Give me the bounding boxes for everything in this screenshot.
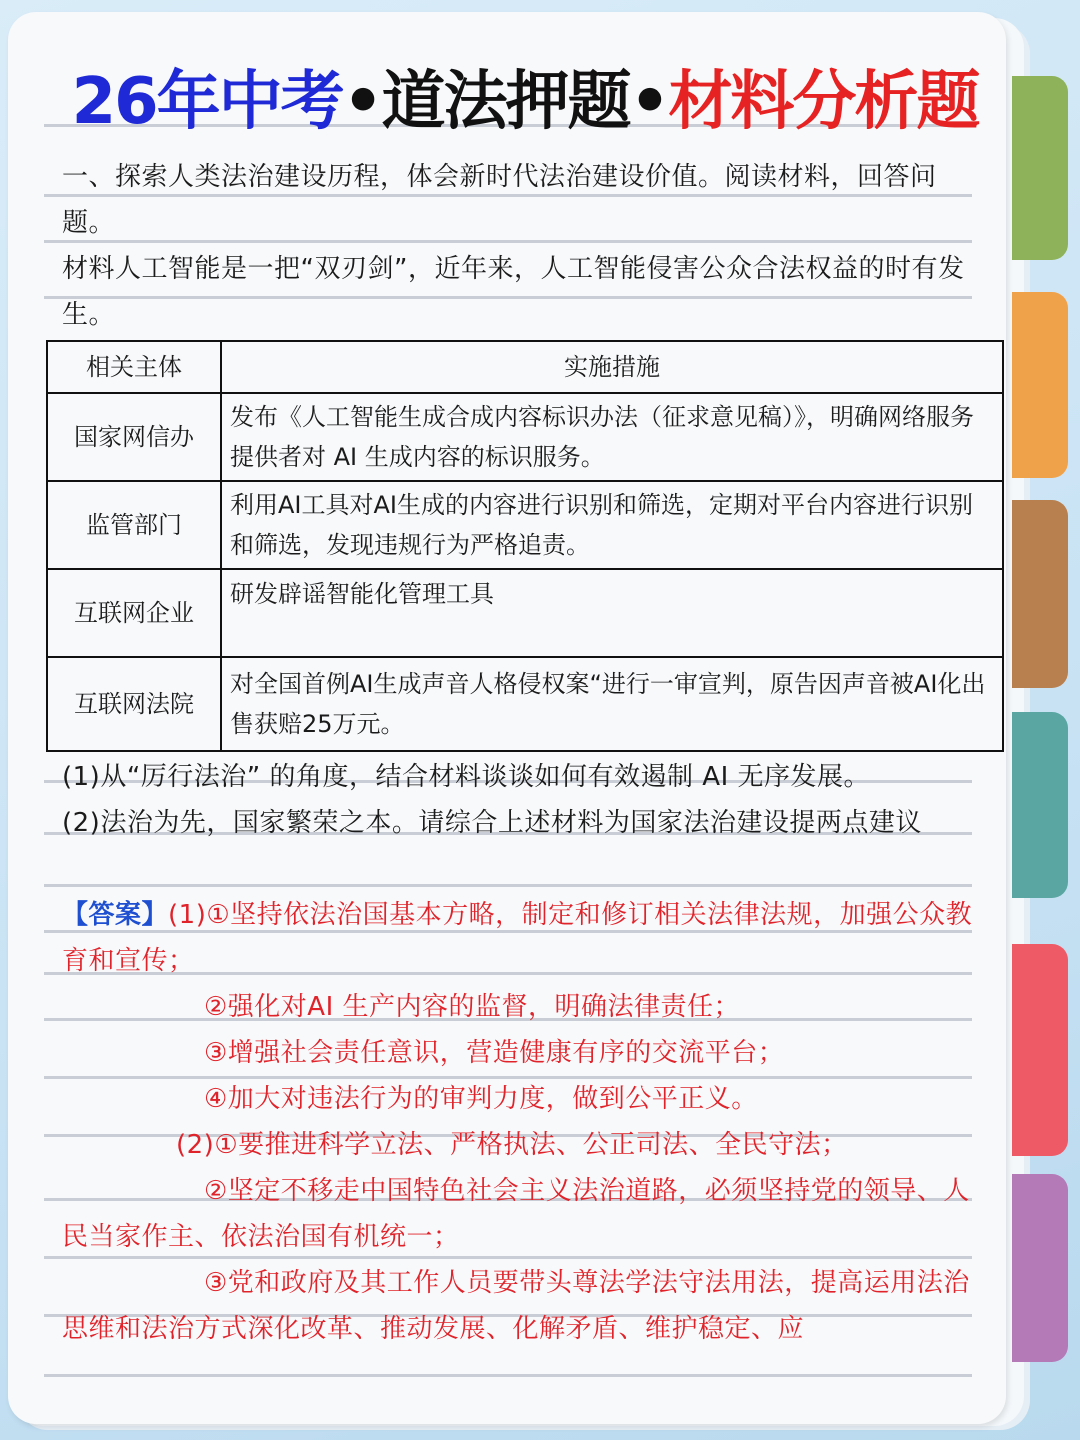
index-tab-purple [1012,1174,1068,1362]
answer-2-point-2: ②坚定不移走中国特色社会主义法治道路，必须坚持党的领导、人民当家作主、依法治国有机统一； [62,1176,970,1252]
index-tab-brown [1012,500,1068,688]
question-part-2: (2)法治为先，国家繁荣之本。请综合上述材料为国家法治建设提两点建议 [62,808,922,838]
material-table [46,340,1004,752]
answer-1-point-2: ②强化对AI 生产内容的监督，明确法律责任； [204,992,741,1022]
table-cell-subject: 国家网信办 [47,393,221,481]
table-cell-measure: 发布《人工智能生成合成内容标识办法（征求意见稿）》，明确网络服务提供者对 AI 生成内容的标识服务。 [221,393,1003,481]
table-header-measures: 实施措施 [221,341,1003,393]
table-header-row [47,341,1003,393]
index-tab-red [1012,944,1068,1156]
table-row [47,569,1003,657]
index-tab-orange [1012,292,1068,478]
question-material: 材料人工智能是一把“双刃剑”，近年来，人工智能侵害公众合法权益的时有发生。 [62,254,965,330]
table-row [47,393,1003,481]
question-intro: 一、探索人类法治建设历程，体会新时代法治建设价值。阅读材料，回答问题。 [62,162,937,238]
table-row [47,657,1003,751]
title-part-exam: 26年中考 [71,65,343,139]
table-row [47,481,1003,569]
table-cell-measure: 利用AI工具对AI生成的内容进行识别和筛选，定期对平台内容进行识别和筛选，发现违规行为严格追责。 [221,481,1003,569]
answer-1-point-1 [62,892,982,984]
answer-2-point-3: ③党和政府及其工作人员要带头尊法学法守法用法，提高运用法治思维和法治方式深化改革、推动发展、化解矛盾、维护稳定、应 [62,1268,970,1344]
page-title [0,62,1050,142]
question-part-1: (1)从“厉行法治” 的角度，结合材料谈谈如何有效遏制 AI 无序发展。 [62,762,871,792]
answer-1-point-1-text: (1)①坚持依法治国基本方略，制定和修订相关法律法规，加强公众教育和宣传； [62,900,973,976]
title-part-subject: •道法押题• [342,65,669,139]
table-cell-measure: 研发辟谣智能化管理工具 [221,569,1003,657]
answer-label: 【答案】 [62,900,169,930]
table-cell-subject: 互联网法院 [47,657,221,751]
title-part-type: 材料分析题 [668,65,979,139]
table-header-subject: 相关主体 [47,341,221,393]
answer-2-point-1: (2)①要推进科学立法、严格执法、公正司法、全民守法； [176,1130,848,1160]
answer-1-point-3: ③增强社会责任意识，营造健康有序的交流平台； [204,1038,785,1068]
answer-1-point-4: ④加大对违法行为的审判力度，做到公平正义。 [204,1084,758,1114]
index-tab-teal [1012,712,1068,898]
table-cell-measure: 对全国首例AI生成声音人格侵权案“进行一审宣判，原告因声音被AI化出售获赔25万元。 [221,657,1003,751]
table-cell-subject: 互联网企业 [47,569,221,657]
table-cell-subject: 监管部门 [47,481,221,569]
